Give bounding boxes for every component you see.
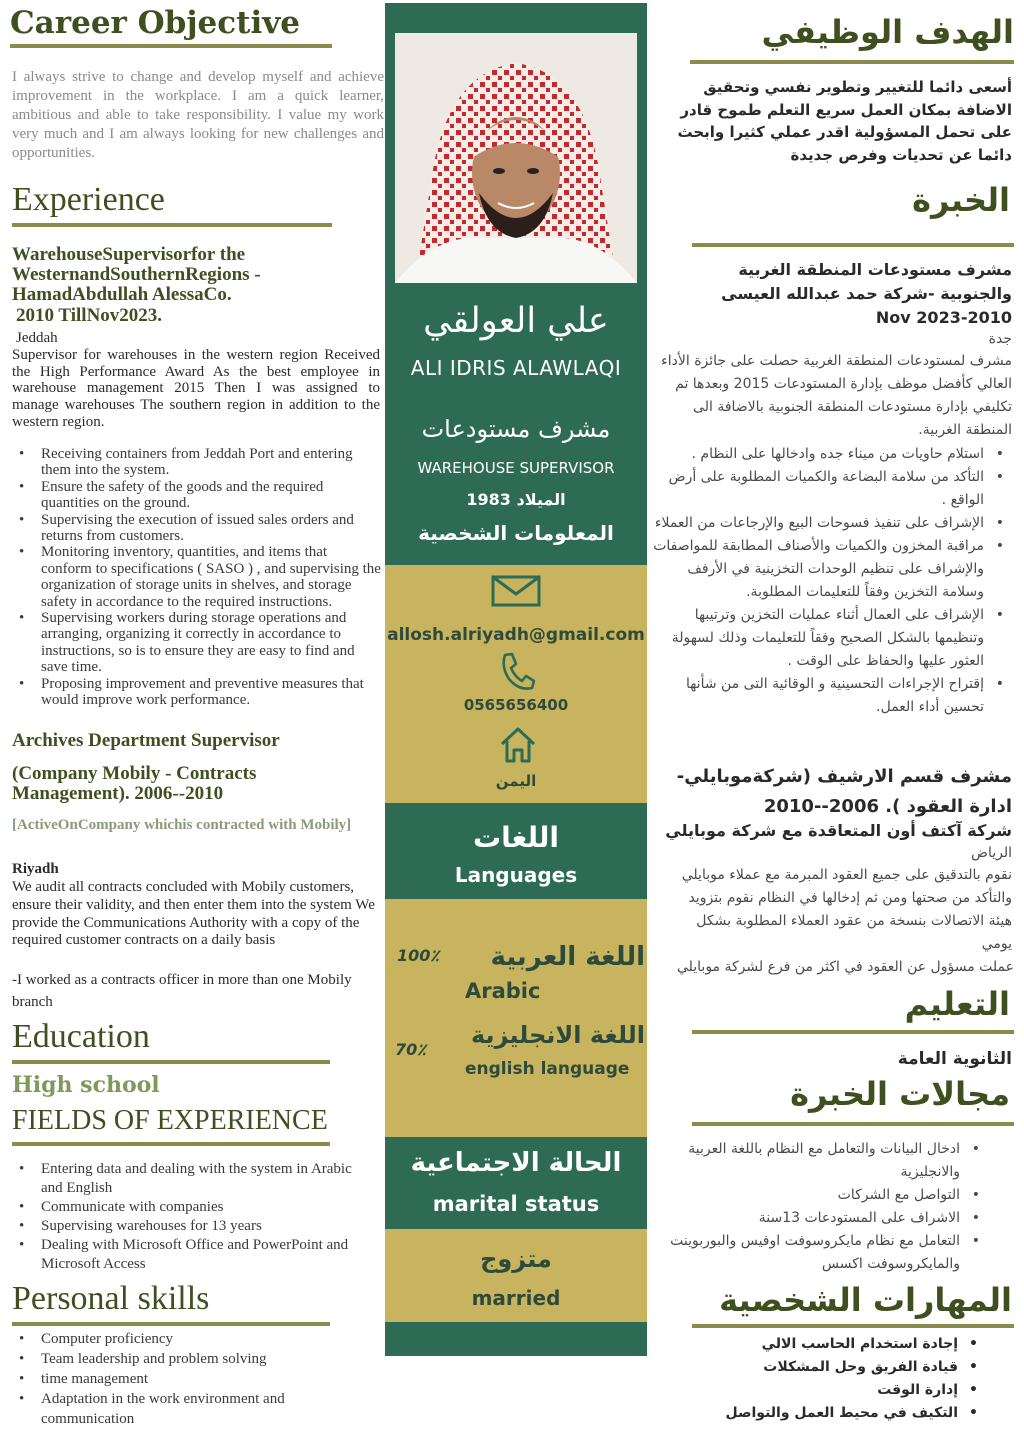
job1-duties-list-ar	[650, 443, 1010, 719]
marital-heading-arabic: الحالة الاجتماعية	[410, 1148, 622, 1178]
email[interactable]: allosh.alriyadh@gmail.com	[387, 625, 645, 645]
job2-city: Riyadh	[12, 861, 59, 877]
job-title-english: WAREHOUSE SUPERVISOR	[417, 459, 615, 477]
list-item: • Adaptation in the work environment and communication	[41, 1389, 341, 1429]
profile-photo	[395, 33, 637, 283]
list-item: • الإشراف على تنفيذ فسوحات البيع والإرجاعات من العملاء	[650, 512, 984, 535]
heading-rule	[12, 1142, 330, 1146]
list-item: • Communicate with companies	[41, 1198, 361, 1217]
personal-skills-list-ar	[684, 1333, 984, 1425]
home-icon	[499, 725, 537, 765]
job2-city-ar: الرياض	[971, 845, 1012, 861]
job1-city-ar: جدة	[988, 331, 1012, 347]
list-item: • Dealing with Microsoft Office and PowerPoint and Microsoft Access	[41, 1236, 361, 1274]
bottom-strip	[385, 1322, 647, 1356]
list-item: • إدارة الوقت	[684, 1379, 958, 1402]
list-item: • Entering data and dealing with the system in Arabic and English	[41, 1160, 361, 1198]
job2-description: We audit all contracts concluded with Mobily customers, ensure their validity, and then enter them into the system We provide the Communications Authority with a copy of the required customer contracts on a daily basis	[12, 879, 375, 949]
list-item: • ادخال البيانات والتعامل مع النظام باللغة العربية والانجليزية	[650, 1138, 960, 1184]
job1-title: WarehouseSupervisorfor the WesternandSouthernRegions - HamadAbdullah AlessaCo.	[12, 244, 261, 305]
heading-rule	[12, 223, 332, 227]
list-item: • التكيف في محيط العمل والتواصل	[684, 1402, 958, 1425]
list-item: • Monitoring inventory, quantities, and items that conform to specifications ( SASO ) , and supervising the organization of storage units in shelves, and storage safety in accordance to the required instructions.	[41, 544, 381, 610]
list-item: • Supervising workers during storage operations and arranging, organizing it correctly in accordance to instructions, so is to ensure they are easy to find and save time.	[41, 610, 381, 676]
list-item: • Ensure the safety of the goods and the required quantities on the ground.	[41, 479, 381, 512]
job-title-arabic: مشرف مستودعات	[421, 415, 611, 443]
career-objective-text-ar: أسعى دائما للتغيير وتطوير نفسي وتحقيق الاضافة بمكان العمل سريع التعلم طموح قادر على تحمل المسؤولية اقدر عملي كثيرا وابحث دائما عن تحديات وفرص جديدة	[677, 78, 1012, 164]
job2-note: [ActiveOnCompany whichis contracted with Mobily]	[12, 817, 352, 833]
fields-heading: FIELDS OF EXPERIENCE	[12, 1105, 328, 1136]
list-item: • إجادة استخدام الحاسب الالي	[684, 1333, 958, 1356]
phone[interactable]: 0565656400	[463, 696, 569, 714]
arabic-language-en: Arabic	[465, 979, 541, 1003]
career-objective-heading-ar: الهدف الوظيفي	[761, 13, 1014, 51]
personal-skills-list	[11, 1329, 341, 1429]
english-language-ar: اللغة الانجليزية	[471, 1021, 645, 1049]
list-item: • Supervising warehouses for 13 years	[41, 1217, 361, 1236]
job1-city: Jeddah	[16, 330, 58, 346]
job2-note-ar: شركة آكتف أون المتعاقدة مع شركة موبايلي	[665, 821, 1012, 840]
list-item: • الاشراف على المستودعات 13سنة	[650, 1207, 960, 1230]
fields-list	[11, 1160, 361, 1274]
envelope-icon	[491, 575, 541, 607]
phone-icon	[499, 651, 535, 691]
languages-heading-english: Languages	[454, 863, 578, 887]
list-item: • التواصل مع الشركات	[650, 1184, 960, 1207]
heading-rule	[690, 60, 1014, 64]
heading-rule	[12, 1060, 330, 1064]
marital-value-arabic: متزوج	[480, 1245, 552, 1273]
list-item: • مراقبة المخزون والكميات والأصناف المطابقة للمواصفات والإشراف على تنظيم الوحدات التخزينية في الأرفف وسلامة التخزين وفقاً للتعليمات المطلوبة.	[650, 535, 984, 604]
list-item: • التأكد من سلامة البضاعة والكميات المطلوبة على أرض الواقع .	[650, 466, 984, 512]
marital-value-english: married	[471, 1286, 561, 1310]
job1-description: Supervisor for warehouses in the western region Received the High Performance Award As the best employee in warehouse management 2015 Then I was assigned to manage warehouses The southern region in addition to the western region.	[12, 347, 380, 430]
list-item: • Computer proficiency	[41, 1329, 341, 1349]
name-english: ALI IDRIS ALAWLAQI	[410, 356, 622, 380]
job1-dates: 2010 TillNov2023.	[16, 305, 163, 326]
job1-duties-list	[11, 446, 381, 709]
name-arabic: علي العولقي	[423, 301, 609, 341]
arabic-level: 100٪	[397, 946, 439, 965]
english-language-en: english language	[465, 1059, 630, 1079]
job2-title: Archives Department Supervisor	[12, 730, 280, 751]
job2-description-ar: نقوم بالتدقيق على جميع العقود المبرمة مع عملاء موبايلي والتأكد من صحتها ومن ثم إدخالها في النظام نقوم بتزويد هيئة الاتصالات بنسخة من عقود العملاء المطلوبة بشكل يومي	[681, 867, 1012, 952]
job2-extra: -I worked as a contracts officer in more than one Mobily branch	[12, 972, 352, 1010]
marital-heading-english: marital status	[432, 1192, 600, 1216]
career-objective-text: I always strive to change and develop myself and achieve improvement in the workplace. I am a quick learner, ambitious and able to take responsibility. I value my work very much and I am always looking for new challenges and opportunities.	[12, 69, 384, 161]
heading-rule	[692, 1122, 1014, 1126]
job2-title-ar: مشرف قسم الارشيف (شركةموبايلي- ادارة العقود ). 2006--2010	[676, 766, 1012, 817]
fields-list-ar	[650, 1138, 986, 1276]
career-objective-heading: Career Objective	[10, 5, 300, 41]
fields-heading-ar: مجالات الخبرة	[790, 1075, 1010, 1113]
list-item: • Proposing improvement and preventive measures that would improve work performance.	[41, 676, 381, 709]
heading-rule	[692, 1324, 1014, 1328]
list-item: • إقتراح الإجراءات التحسينية و الوقائية التى من شأنها تحسين أداء العمل.	[650, 673, 984, 719]
list-item: • Receiving containers from Jeddah Port and entering them into the system.	[41, 446, 381, 479]
birth-year: الميلاد 1983	[466, 490, 566, 509]
personal-skills-heading-ar: المهارات الشخصية	[719, 1281, 1012, 1319]
experience-heading: Experience	[12, 181, 165, 218]
education-value: High school	[12, 1072, 160, 1098]
list-item: • الإشراف على العمال أثناء عمليات التخزين وترتيبها وتنظيمها بالشكل الصحيح وفقاً للتعليمات وذلك لسهولة العثور عليها والحفاظ على الوقت .	[650, 604, 984, 673]
languages-heading-arabic: اللغات	[473, 821, 559, 854]
education-value-ar: الثانوية العامة	[897, 1049, 1012, 1069]
personal-skills-heading: Personal skills	[12, 1280, 210, 1317]
heading-rule	[10, 44, 332, 48]
job2-company: (Company Mobily - Contracts Management). 2006--2010	[12, 763, 257, 804]
country: اليمن	[495, 772, 537, 790]
education-heading: Education	[12, 1018, 150, 1055]
job1-description-ar: مشرف لمستودعات المنطقة الغربية حصلت على جائزة الأداء العالي كأفضل موظف بإدارة المستودعات 2015 وبعدها تم تكليفي بإدارة مستودعات المنطقة الجنوبية بالاضافة الى المنطقة الغربية.	[661, 353, 1012, 438]
arabic-language-ar: اللغة العربية	[490, 942, 645, 972]
list-item: • التعامل مع نظام مايكروسوفت اوفيس والبوربوينت والمايكروسوفت اكسس	[650, 1230, 960, 1276]
job1-title-ar: مشرف مستودعات المنطقة الغربية والجنوبية -شركة حمد عبدالله العيسى 2010-2023 Nov	[721, 260, 1012, 327]
personal-info-heading: المعلومات الشخصية	[418, 521, 614, 545]
list-item: • Supervising the execution of issued sales orders and returns from customers.	[41, 512, 381, 545]
experience-heading-ar: الخبرة	[912, 181, 1010, 219]
list-item: • Team leadership and problem solving	[41, 1349, 341, 1369]
heading-rule	[692, 1030, 1014, 1034]
job2-extra-ar: عملت مسؤول عن العقود في اكثر من فرع لشركة موبايلي	[676, 959, 1014, 975]
heading-rule	[12, 1322, 330, 1326]
heading-rule	[692, 243, 1014, 247]
center-band	[385, 3, 647, 1356]
english-level: 70٪	[395, 1040, 426, 1059]
education-heading-ar: التعليم	[904, 985, 1010, 1023]
list-item: • قيادة الفريق وحل المشكلات	[684, 1356, 958, 1379]
list-item: • استلام حاويات من ميناء جده وادخالها على النظام .	[650, 443, 984, 466]
list-item: • time management	[41, 1369, 341, 1389]
